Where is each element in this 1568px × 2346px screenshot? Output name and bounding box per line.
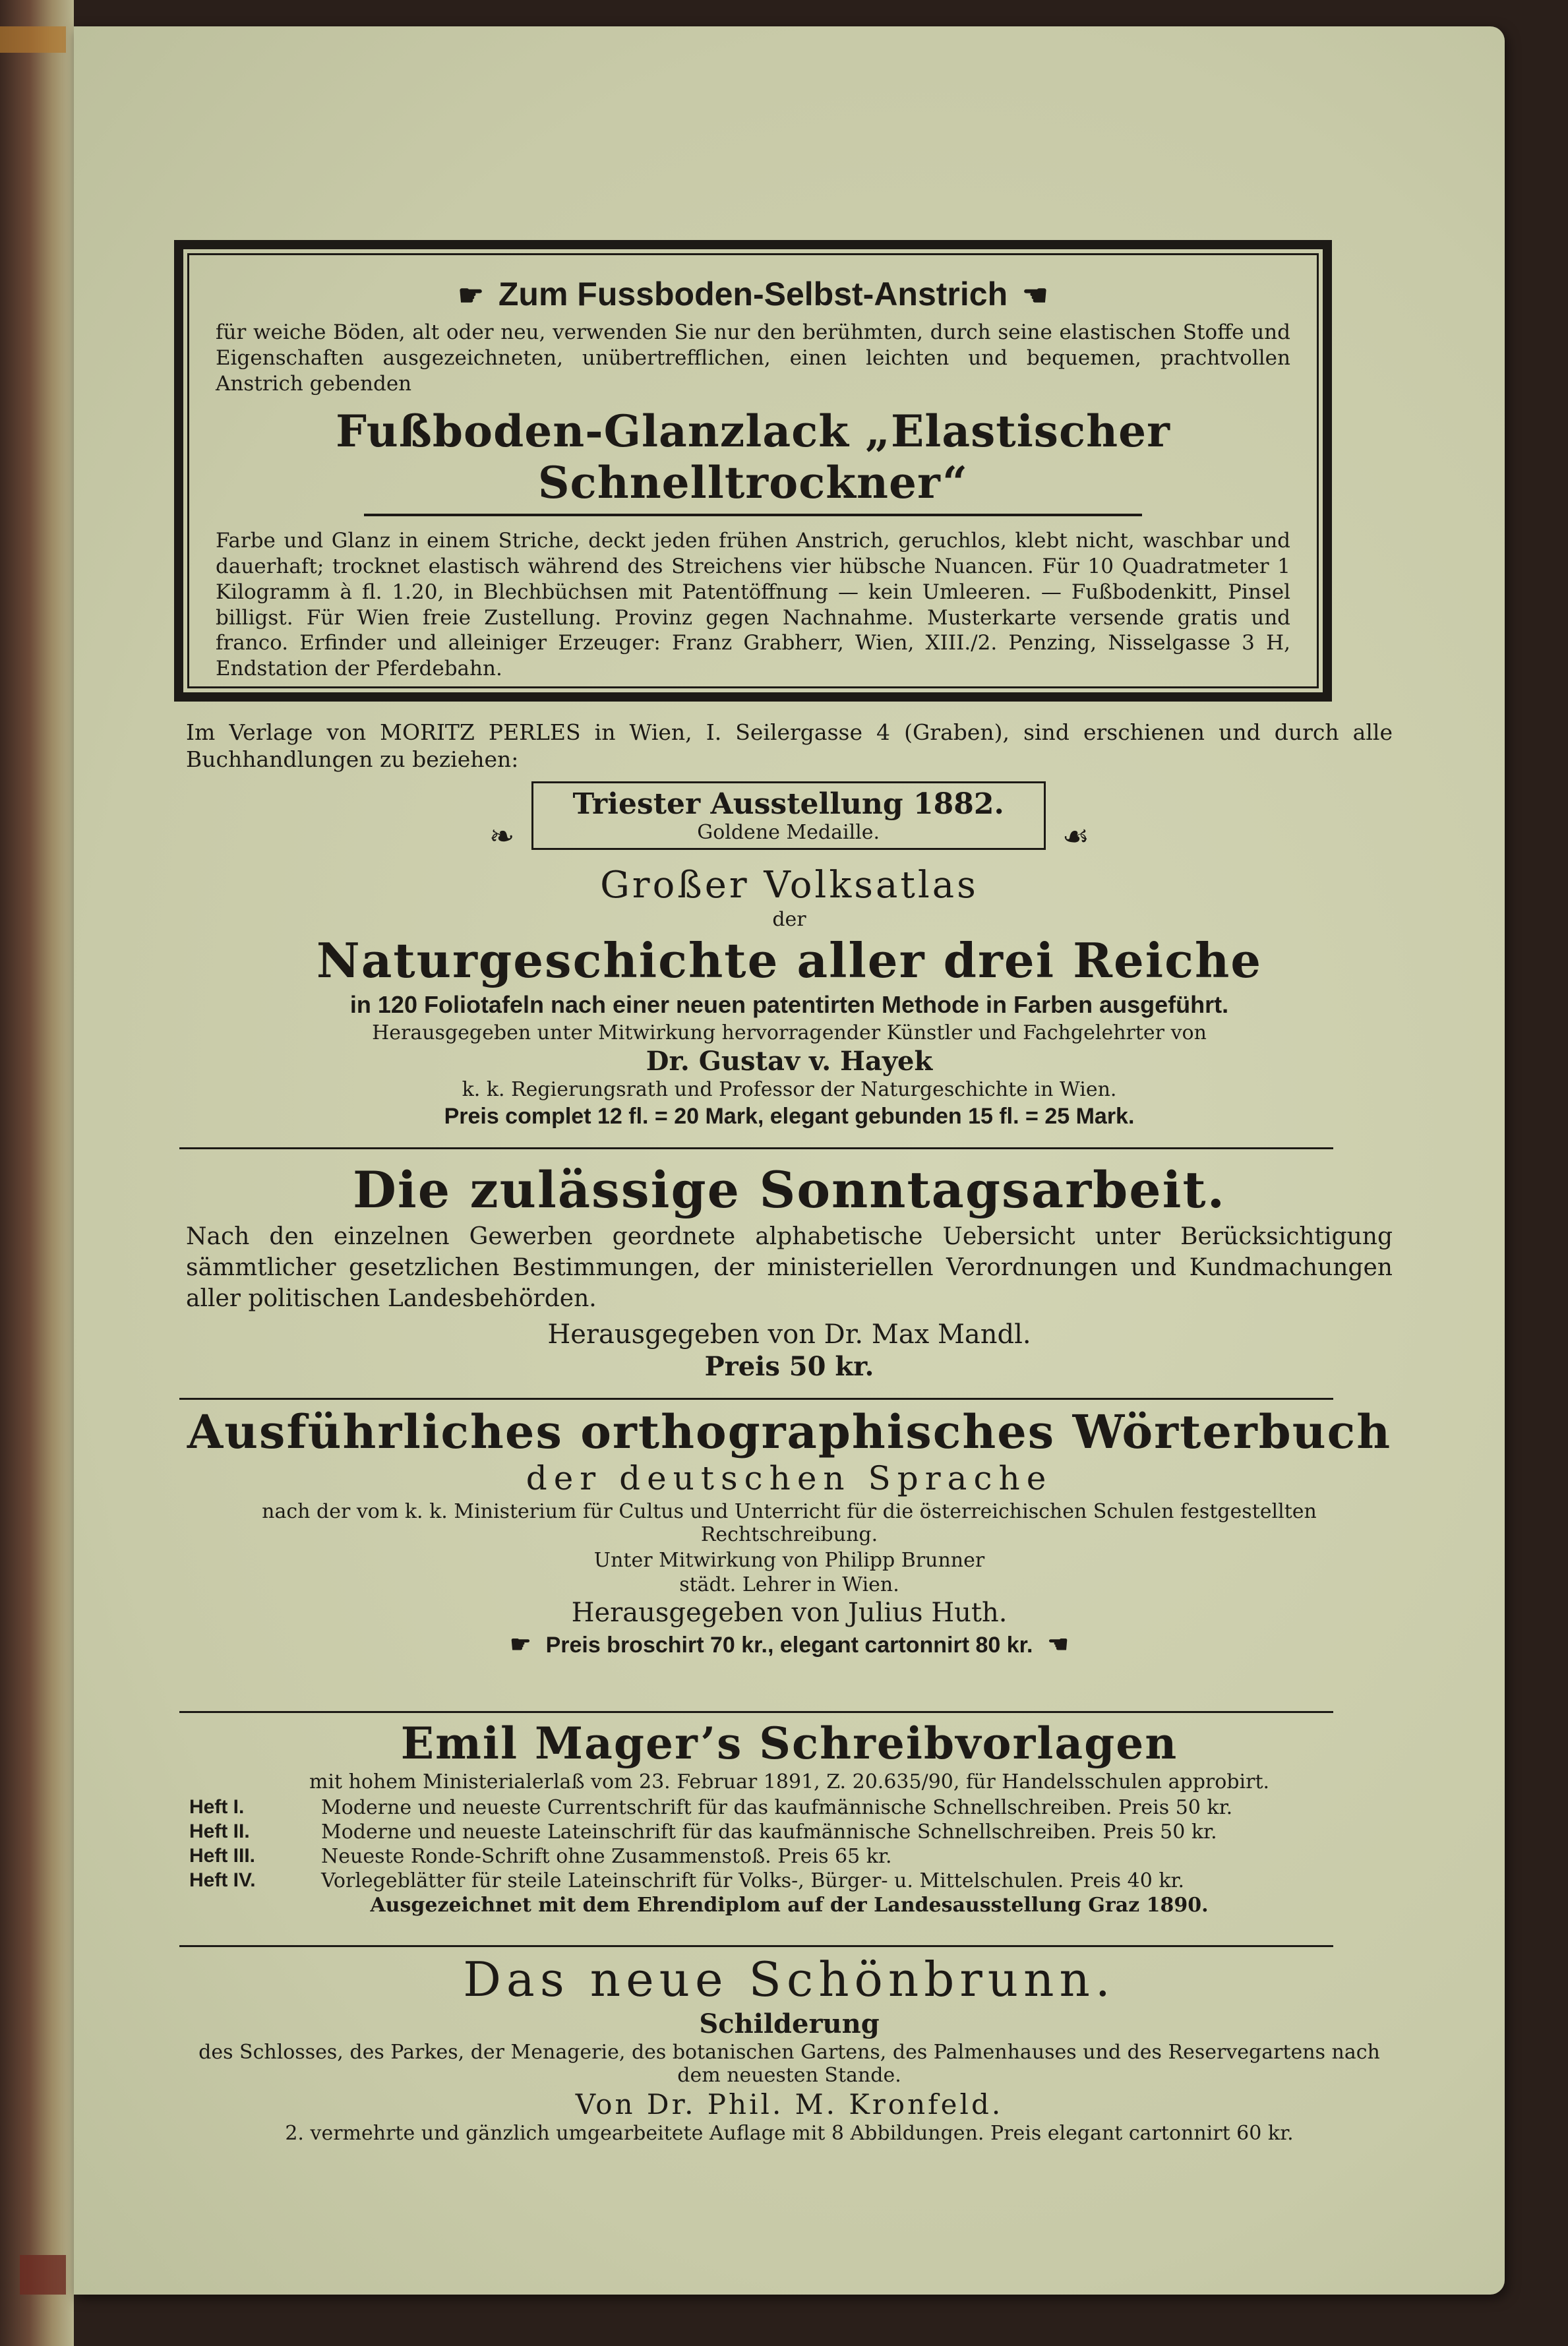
mager-title: Emil Mager’s Schreibvorlagen (400, 1718, 1178, 1769)
atlas-price: Preis complet 12 fl. = 20 Mark, elegant gebunden 15 fl. = 25 Mark. (444, 1104, 1135, 1129)
pointing-hand-right-icon: ☛ (510, 1631, 531, 1658)
woerterbuch-line-1: nach der vom k. k. Ministerium für Cultus und Unterricht für die österreichischen Schulen festgestellten Rechtschreibung. (262, 1500, 1317, 1546)
mager-award: Ausgezeichnet mit dem Ehrendiplom auf der Landesausstellung Graz 1890. (370, 1894, 1209, 1917)
pointing-hand-right-icon: ☛ (458, 280, 484, 312)
list-item (189, 1869, 1393, 1892)
advertisement-product-title: Fußboden-Glanzlack „Elastischer Schnelltrockner“ (336, 406, 1170, 509)
medal-subtitle: Goldene Medaille. (697, 821, 880, 844)
atlas-line-2: Herausgegeben unter Mitwirkung hervorragender Künstler und Fachgelehrter von (372, 1021, 1207, 1044)
heft-label: Heft III. (189, 1845, 256, 1867)
medal-section (74, 781, 1505, 854)
atlas-line-3: k. k. Regierungsrath und Professor der Naturgeschichte in Wien. (462, 1078, 1117, 1101)
advertisement-title-rule (364, 514, 1142, 516)
heft-text: Neueste Ronde-Schrift ohne Zusammenstoß. Preis 65 kr. (321, 1845, 892, 1868)
schoenbrunn-line-1: des Schlosses, des Parkes, der Menagerie, des botanischen Gartens, des Palmenhauses und des Reservegartens nach dem neuesten Stande. (198, 2041, 1380, 2087)
fleuron-right-icon: ☙ (1062, 818, 1090, 854)
woerterbuch-editor: Herausgegeben von Julius Huth. (571, 1598, 1008, 1628)
advertisement-heading-text: Zum Fussboden-Selbst-Anstrich (498, 276, 1008, 313)
mager-line-1: mit hohem Ministerialerlaß vom 23. Februar 1891, Z. 20.635/90, für Handelsschulen approbirt. (309, 1770, 1270, 1793)
section-rule (179, 1147, 1333, 1149)
atlas-section (74, 864, 1505, 1132)
atlas-line-1: in 120 Foliotafeln nach einer neuen patentirten Methode in Farben ausgeführt. (349, 991, 1229, 1018)
medal-box (531, 781, 1046, 850)
publisher-notice: Im Verlage von MORITZ PERLES in Wien, I. Seilergasse 4 (Graben), sind erschienen und durch alle Buchhandlungen zu beziehen: (186, 719, 1393, 773)
schoenbrunn-section (74, 1952, 1505, 2146)
advertisement-box (174, 240, 1332, 702)
spine-ribbon (20, 2255, 66, 2295)
advertisement-heading (216, 275, 1290, 313)
section-rule (179, 1945, 1333, 1947)
page (74, 26, 1505, 2295)
woerterbuch-price: Preis broschirt 70 kr., elegant cartonnirt 80 kr. (545, 1633, 1033, 1658)
heft-text: Vorlegeblätter für steile Lateinschrift für Volks-, Bürger- u. Mittelschulen. Preis 40 kr. (321, 1869, 1185, 1892)
sonntag-text: Nach den einzelnen Gewerben geordnete alphabetische Uebersicht unter Berücksichtigung sämmtlicher gesetzlichen Bestimmungen, der ministeriellen Verordnungen und Kundmachungen aller politischen Landesbehörden. (186, 1223, 1393, 1312)
woerterbuch-line-2: Unter Mitwirkung von Philipp Brunner (593, 1549, 985, 1572)
section-rule (179, 1398, 1333, 1400)
advertisement-intro: für weiche Böden, alt oder neu, verwenden Sie nur den berühmten, durch seine elastischen Stoffe und Eigenschaften ausgezeichneten, unübertrefflichen, einen leichten und bequemen, prachtvollen Anstrich gebenden (216, 320, 1290, 396)
woerterbuch-section (74, 1404, 1505, 1661)
advertisement-body: Farbe und Glanz in einem Striche, deckt jeden frühen Anstrich, geruchlos, klebt nicht, waschbar und dauerhaft; trocknet elastisch während des Streichens vier hübsche Nuancen. Für 10 Quadratmeter 1 Kilogramm à fl. 1.20, in Blechbüchsen mit Patentöffnung — kein Umleeren. — Fußbodenkitt, Pinsel billigst. Für Wien freie Zustellung. Provinz gegen Nachnahme. Musterkarte versende gratis und franco. Erfinder und alleiniger Erzeuger: Franz Grabherr, Wien, XIII./2. Penzing, Nisselgasse 3 H, Endstation der Pferdebahn. (216, 529, 1290, 680)
heft-text: Moderne und neueste Lateinschrift für das kaufmännische Schnellschreiben. Preis 50 kr. (321, 1820, 1217, 1844)
heft-label: Heft II. (189, 1820, 250, 1842)
sonntag-editor: Herausgegeben von Dr. Max Mandl. (547, 1319, 1031, 1350)
heft-label: Heft IV. (189, 1869, 256, 1891)
book-spine (0, 0, 74, 2346)
spine-gilding (0, 26, 66, 53)
list-item (189, 1796, 1393, 1819)
fleuron-left-icon: ❧ (489, 818, 515, 854)
list-item (189, 1845, 1393, 1868)
schoenbrunn-title: Das neue Schönbrunn. (463, 1952, 1116, 2007)
heft-text: Moderne und neueste Currentschrift für das kaufmännische Schnellschreiben. Preis 50 kr. (321, 1796, 1233, 1819)
pointing-hand-left-icon: ☚ (1022, 280, 1048, 312)
atlas-der: der (772, 908, 806, 931)
woerterbuch-title: Ausführliches orthographisches Wörterbuch (187, 1404, 1392, 1459)
atlas-title-1: Großer Volksatlas (600, 864, 979, 907)
woerterbuch-subtitle: der deutschen Sprache (526, 1459, 1053, 1497)
medal-title: Triester Ausstellung 1882. (572, 787, 1004, 821)
section-rule (179, 1711, 1333, 1713)
woerterbuch-price-line (74, 1631, 1505, 1658)
heft-label: Heft I. (189, 1796, 245, 1818)
publisher-notice-section (74, 719, 1505, 773)
atlas-author: Dr. Gustav v. Hayek (646, 1046, 933, 1077)
pointing-hand-left-icon: ☚ (1047, 1631, 1069, 1658)
schoenbrunn-line-2: 2. vermehrte und gänzlich umgearbeitete Auflage mit 8 Abbildungen. Preis elegant cartonnirt 60 kr. (285, 2122, 1294, 2145)
woerterbuch-line-3: städt. Lehrer in Wien. (679, 1573, 899, 1596)
list-item (189, 1820, 1393, 1844)
schoenbrunn-subtitle: Schilderung (699, 2008, 880, 2039)
schoenbrunn-author: Von Dr. Phil. M. Kronfeld. (575, 2088, 1004, 2120)
mager-section (74, 1718, 1505, 1918)
sonntag-section (74, 1160, 1505, 1383)
sonntag-price: Preis 50 kr. (704, 1351, 874, 1383)
atlas-title-2: Naturgeschichte aller drei Reiche (316, 932, 1263, 988)
sonntag-title: Die zulässige Sonntagsarbeit. (352, 1160, 1226, 1219)
advertisement-inner (187, 253, 1319, 688)
mager-hefte-list (189, 1796, 1393, 1892)
